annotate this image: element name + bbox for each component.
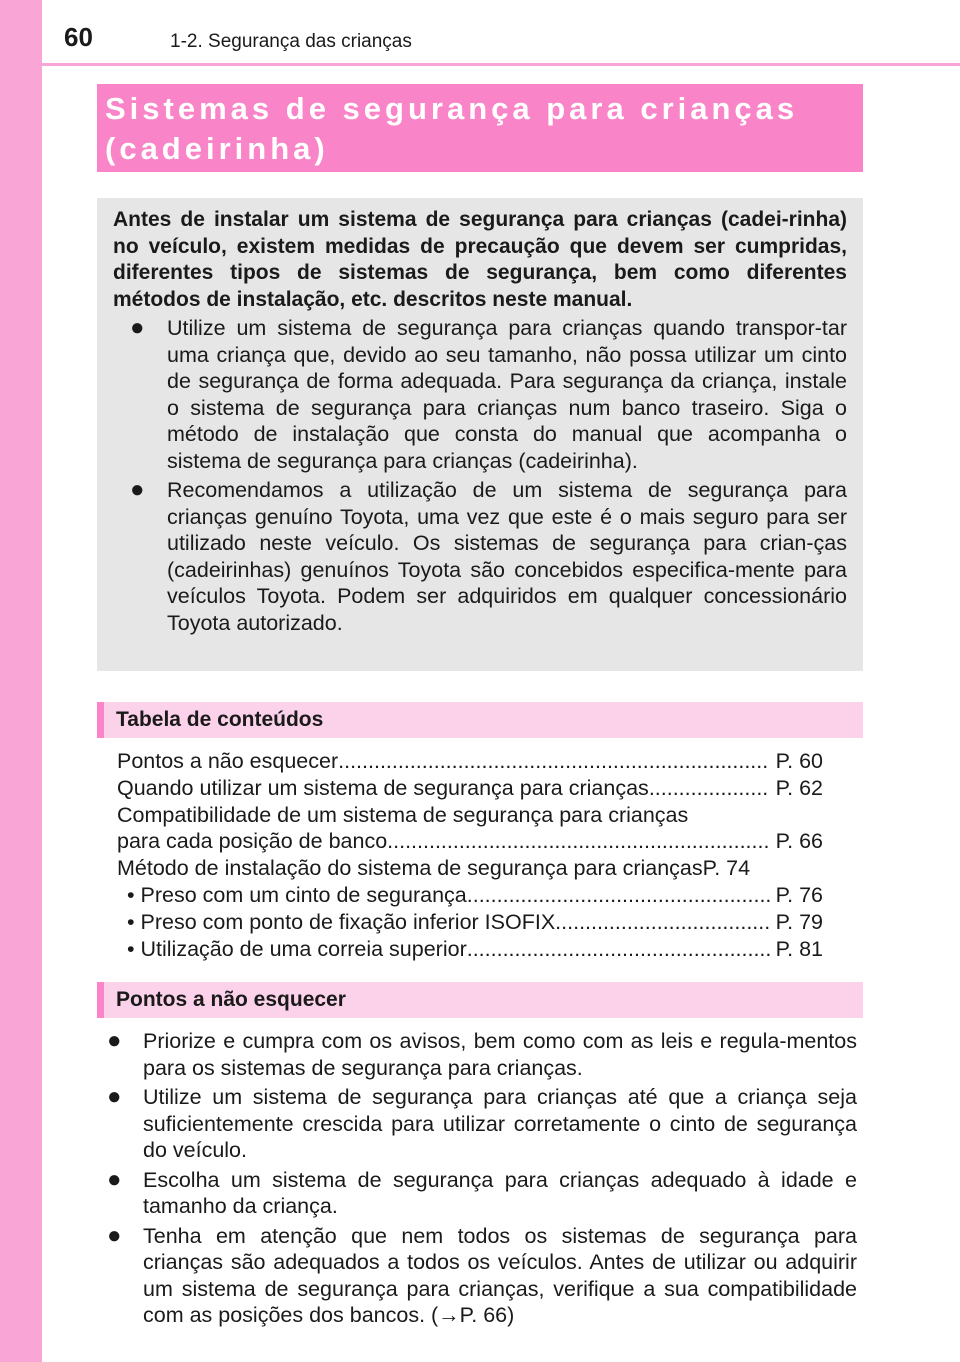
toc-entry-page: P. 60 <box>775 749 823 773</box>
toc-entry-first-line[interactable]: Compatibilidade de um sistema de segurança para crianças <box>117 802 689 827</box>
list-item <box>107 1223 857 1329</box>
list-item <box>107 1028 857 1081</box>
toc-entry[interactable] <box>117 909 823 936</box>
list-item <box>107 1084 857 1164</box>
toc-heading: Tabela de conteúdos <box>116 708 324 731</box>
page-title: Sistemas de segurança para crianças (cadeirinha) <box>105 91 799 166</box>
toc-entry[interactable] <box>117 828 823 855</box>
list-item <box>107 1167 857 1220</box>
list-item-text: Priorize e cumpra com os avisos, bem como com as leis e regula-mentos para os sistemas de segurança para crianças. <box>143 1029 857 1080</box>
toc-entry-label: • Preso com um cinto de segurança <box>127 882 467 907</box>
toc-entry-label: • Preso com ponto de fixação inferior ISOFIX <box>127 909 556 934</box>
running-header: 1-2. Segurança das crianças <box>170 31 412 52</box>
toc-leader-dots <box>387 828 769 855</box>
toc-entry-page: P. 81 <box>775 936 823 961</box>
points-heading: Pontos a não esquecer <box>116 988 346 1011</box>
list-item-text: Utilize um sistema de segurança para crianças até que a criança seja suficientemente crescida para utilizar corretamente o cinto de segurança do veículo. <box>143 1085 857 1162</box>
toc-leader-dots <box>649 775 770 802</box>
bullet-icon: ● <box>130 314 145 341</box>
toc-entry-page: P. 76 <box>775 882 823 907</box>
toc-entry[interactable] <box>117 775 823 802</box>
bullet-icon: ● <box>107 1083 122 1110</box>
toc-entry-page: P. 62 <box>775 775 823 800</box>
list-item-text: Tenha em atenção que nem todos os sistemas de segurança para crianças são adequados a todos os veículos. Antes de utilizar ou adquirir um sistema de segurança para crianças, verifique a sua compatibilidade com as posições dos bancos. (→P. 66) <box>143 1223 857 1327</box>
toc-leader-dots <box>467 882 770 909</box>
toc-entry[interactable] <box>117 882 823 909</box>
toc-entry-page: P. 74 <box>702 856 751 881</box>
toc-entry-page: P. 79 <box>775 909 823 934</box>
toc-section-header <box>97 702 863 738</box>
list-item <box>130 477 847 636</box>
toc-entry-label: Método de instalação do sistema de segurança para crianças <box>117 856 703 881</box>
table-of-contents <box>117 748 823 962</box>
bullet-icon: ● <box>107 1027 122 1054</box>
toc-entry-label: Pontos a não esquecer <box>117 749 339 773</box>
header-rule <box>42 63 960 66</box>
points-section-header <box>97 982 863 1018</box>
side-color-bar <box>0 0 42 1362</box>
toc-entry-page: P. 66 <box>775 829 823 854</box>
intro-lead-text: Antes de instalar um sistema de segurança para crianças (cadei-rinha) no veículo, existem medidas de precaução que devem ser cumpridas, diferentes tipos de sistemas de segurança, bem como diferentes métodos de instalação, etc. descritos neste manual. <box>113 208 847 311</box>
toc-leader-dots <box>467 936 770 963</box>
list-item-text: Escolha um sistema de segurança para crianças adequado à idade e tamanho da criança. <box>143 1167 857 1218</box>
page-number: 60 <box>64 22 93 52</box>
list-item-text: Utilize um sistema de segurança para crianças quando transpor-tar uma criança que, devido ao seu tamanho, não possa utilizar um cinto de segurança de forma adequada. Para segurança da criança, instale o sistema de segurança para crianças num banco traseiro. Siga o método de instalação que consta do manual que acompanha o sistema de segurança para crianças (cadeirinha). <box>167 316 847 473</box>
bullet-icon: ● <box>107 1221 122 1249</box>
page-title-banner <box>97 84 863 172</box>
toc-entry[interactable] <box>117 855 823 882</box>
bullet-icon: ● <box>107 1165 122 1193</box>
toc-leader-dots <box>555 909 769 936</box>
intro-bullet-list <box>130 315 847 636</box>
toc-entry[interactable] <box>117 936 823 963</box>
toc-entry-label: Quando utilizar um sistema de segurança para crianças <box>117 775 649 800</box>
toc-leader-dots <box>338 748 769 775</box>
toc-entry-label: para cada posição de banco <box>117 829 388 854</box>
points-bullet-list <box>107 1028 857 1332</box>
toc-entry-label: • Utilização de uma correia superior <box>127 936 467 961</box>
toc-entry[interactable] <box>117 748 823 775</box>
bullet-icon: ● <box>130 476 145 503</box>
list-item <box>130 315 847 474</box>
list-item-text: Recomendamos a utilização de um sistema de segurança para crianças genuíno Toyota, uma vez que este é o mais seguro para ser utilizado neste veículo. Os sistemas de segurança para crian-ças (cadeirinhas) genuínos Toyota são concebidos especifica-mente para veículos Toyota. Podem ser adquiridos em qualquer concessionário Toyota autorizado. <box>167 478 847 635</box>
intro-box <box>97 198 863 671</box>
